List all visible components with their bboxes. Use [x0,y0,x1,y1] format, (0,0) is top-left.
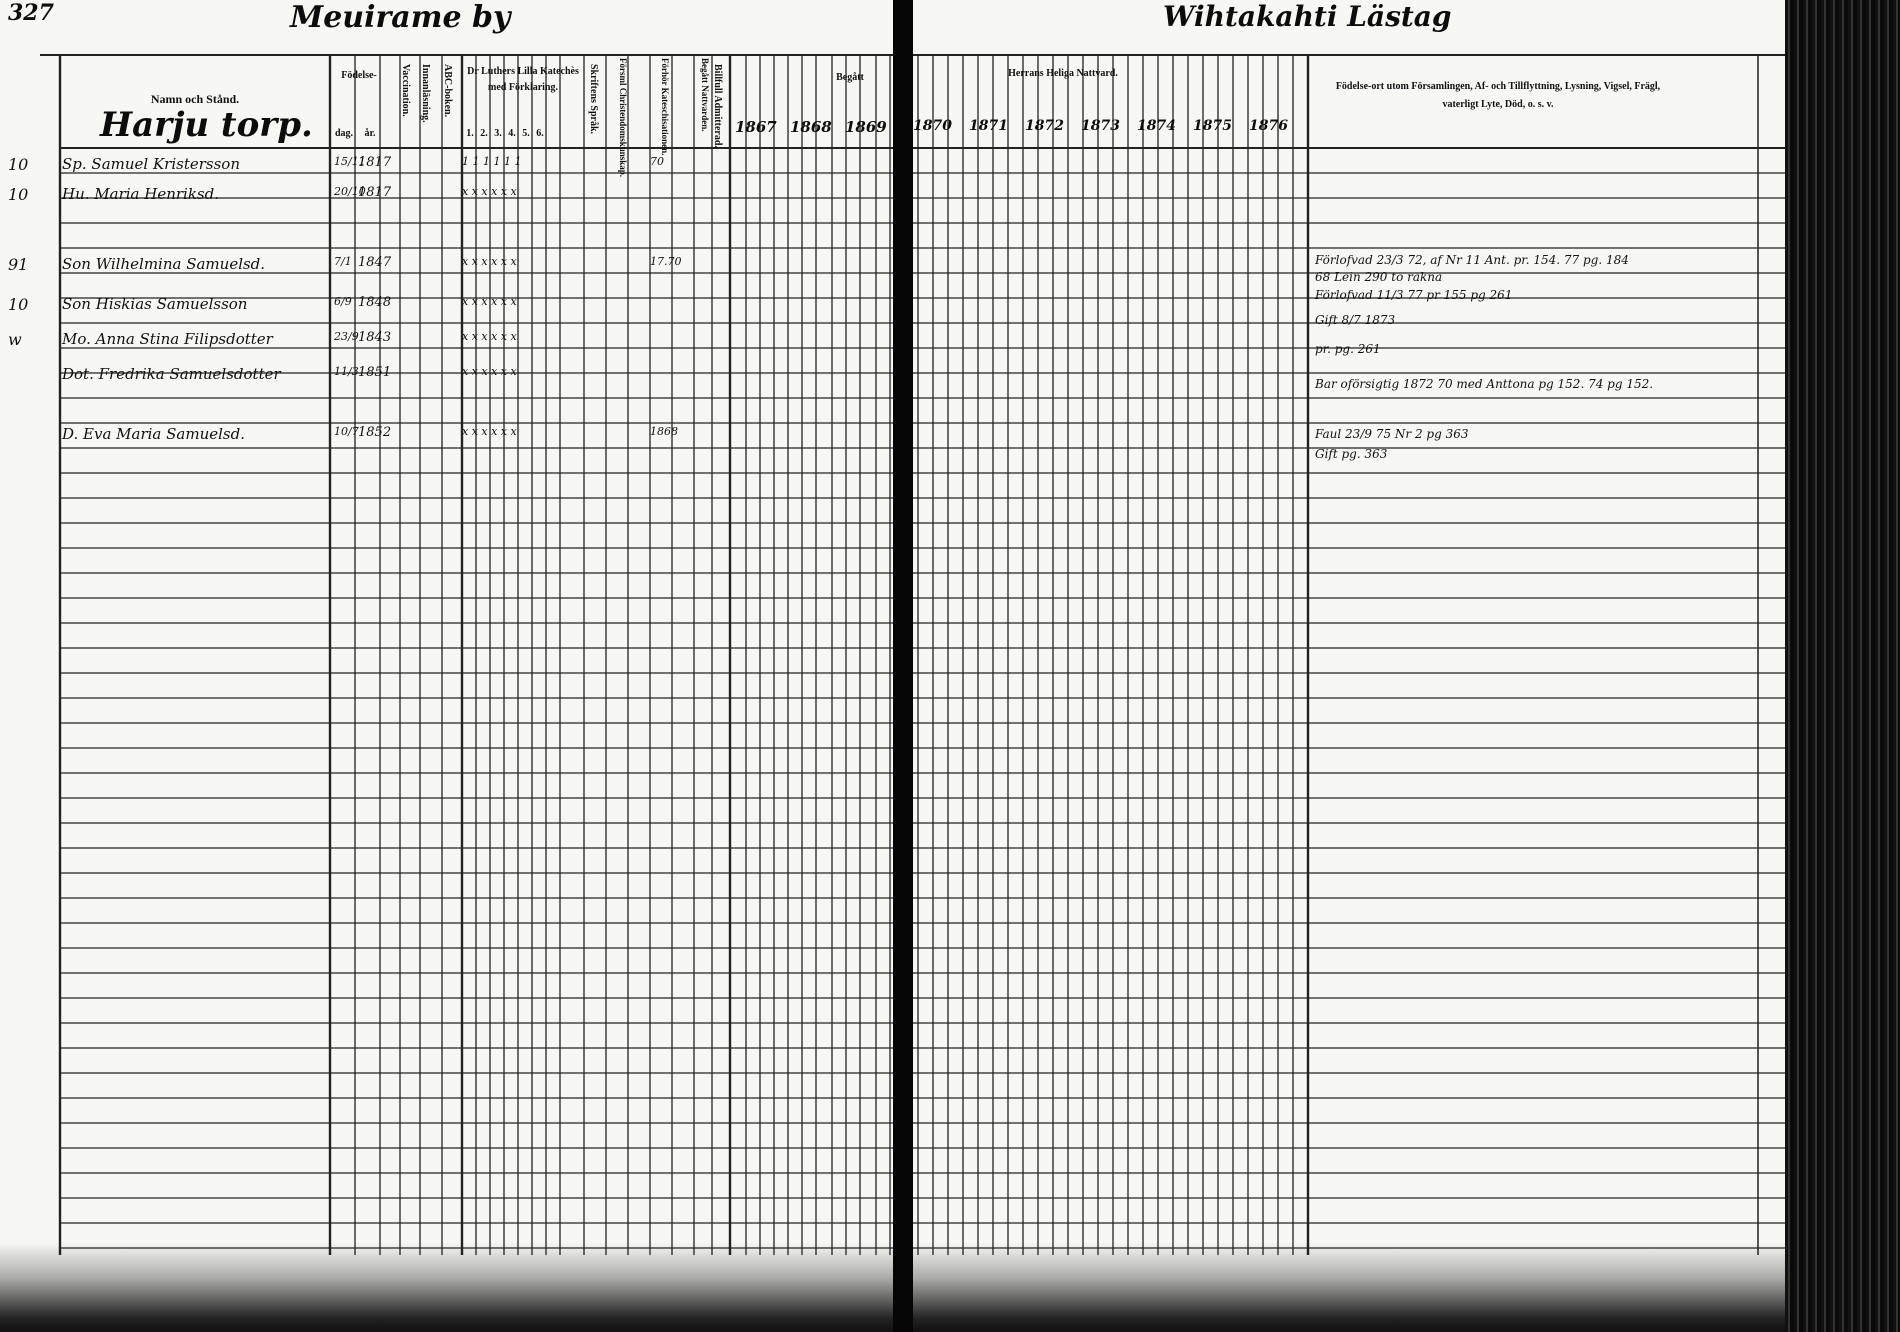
birth-day: 23/9 [334,330,359,343]
year-header: 1870 [913,118,952,134]
catechism-marks: x x x x x x [462,255,517,268]
place-header: Harju torp. [100,105,313,145]
row-mark: 10 [8,155,29,174]
remark-entry: Gift 8/7 1873 [1315,313,1396,327]
catechism-header: Dr Luthers Lilla Katechès med Förklaring. [467,66,579,93]
year-header: 1872 [1025,118,1064,134]
birth-day: 11/3 [334,365,359,378]
birth-day: 6/9 [334,295,352,308]
extra-note: 70 [650,155,664,168]
catechism-marks: x x x x x x [462,295,517,308]
parish-header: Meuirame by [290,0,511,35]
extra-note: 17.70 [650,255,682,268]
left-page-stain [0,1242,893,1332]
year-header: 1876 [1249,118,1288,134]
row-mark: 10 [8,185,29,204]
catechism-number: 1. [466,128,474,139]
catechism-marks: x x x x x x [462,425,517,438]
remark-entry: 68 Lein 290 to rakna [1315,270,1443,284]
remark-entry: Bar oförsigtig 1872 70 med Anttona pg 152. 74 pg 152. [1315,377,1654,391]
catechism-number: 6. [536,128,544,139]
right-page-ruling [913,0,1785,1332]
nattvard-header: Herrans Heliga Nattvard. [1008,68,1118,79]
birth-day: 20/10 [334,185,366,198]
forsamling-header: Försml Christendomskunskap. [618,58,628,178]
year-header: 1867 [735,118,777,136]
row-mark: w [8,330,22,349]
catechism-marks: x x x x x x [462,365,517,378]
remark-entry: Faul 23/9 75 Nr 2 pg 363 [1315,427,1469,441]
name-column-header: Namn och Stånd. [150,92,240,106]
innanlasning-header: Innanläsning. [420,64,431,123]
birth-day: 7/1 [334,255,352,268]
bilfoll-header: Billfull Admitterad. [712,64,723,148]
catechism-marks: 1 1 1 1 1 1 [462,155,522,168]
catechism-number: 3. [494,128,502,139]
entry-name: Hu. Maria Henriksd. [62,185,220,203]
birth-year: 1843 [358,330,392,345]
begatt-vertical-header: Begått Nattvarden. [700,58,710,132]
village-header: Wihtakahti Lästag [1163,0,1452,33]
catechism-number: 5. [522,128,530,139]
remark-entry: pr. pg. 261 [1315,342,1381,356]
birth-year: 1848 [358,295,392,310]
remark-entry: Förlofvad 23/3 72, af Nr 11 Ant. pr. 154. 77 pg. 184 [1315,253,1629,267]
left-register-page [0,0,893,1332]
birth-year: 1852 [358,425,392,440]
year-header: 1871 [969,118,1008,134]
year-header: 1875 [1193,118,1232,134]
remark-entry: Förlofvad 11/3 77 pr 155 pg 261 [1315,288,1513,302]
row-mark: 91 [8,255,29,274]
catechism-number: 2. [480,128,488,139]
birth-header: Födelse- [341,70,377,81]
year-header: 1868 [790,118,832,136]
entry-name: Mo. Anna Stina Filipsdotter [62,330,273,348]
year-header: 1873 [1081,118,1120,134]
right-register-page [913,0,1785,1332]
extra-note: 1868 [650,425,678,438]
birth-year: 1817 [358,185,392,200]
year-header: 1869 [845,118,887,136]
skriftens-header: Skriftens Språk. [588,64,599,135]
birth-year-header: år. [364,128,376,139]
vaccination-header: Vaccination. [400,64,411,117]
birth-year: 1847 [358,255,392,270]
year-header: 1874 [1137,118,1176,134]
book-edge-shadow [1785,0,1900,1332]
entry-name: Dot. Fredrika Samuelsdotter [62,365,281,383]
forhor-header: Förhör Kateschisationen. [660,58,670,156]
catechism-marks: x x x x x x [462,330,517,343]
right-page-stain [913,1242,1785,1332]
birth-year: 1851 [358,365,392,380]
entry-name: D. Eva Maria Samuelsd. [62,425,245,443]
remark-entry: Gift pg. 363 [1315,447,1388,461]
row-mark: 10 [8,295,29,314]
abc-header: ABC-boken. [442,64,453,118]
catechism-marks: x x x x x x [462,185,517,198]
book-gutter [893,0,913,1332]
begatt-header: Begått [836,72,864,83]
entry-name: Son Hiskias Samuelsson [62,295,248,313]
catechism-number: 4. [508,128,516,139]
remarks-header: Födelse-ort utom Församlingen, Af- och Tillflyttning, Lysning, Vigsel, Frägl, vaterligt Lyte, Död, o. s. v. [1335,81,1661,110]
birth-day: 10/7 [334,425,359,438]
entry-name: Sp. Samuel Kristersson [62,155,240,173]
entry-name: Son Wilhelmina Samuelsd. [62,255,266,273]
page-number: 327 [8,0,54,26]
birth-day-header: dag. [334,128,354,139]
birth-year: 1817 [358,155,392,170]
birth-day: 15/11 [334,155,366,168]
